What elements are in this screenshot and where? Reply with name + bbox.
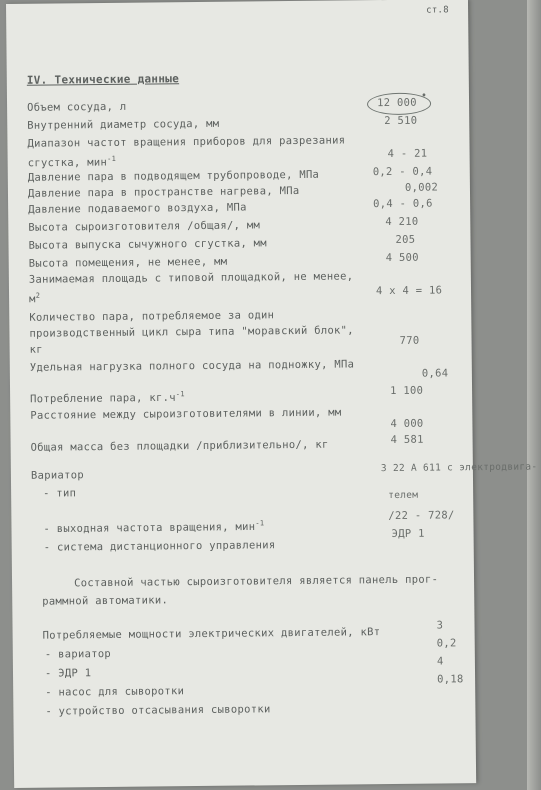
- spec-label: Высота помещения, не менее, мм: [28, 255, 228, 270]
- variator-remote-label: - система дистанционного управления: [43, 539, 276, 554]
- spec-value: 770: [399, 334, 420, 347]
- spec-label: Диапазон частот вращения приборов для разрезания сгустка, мин: [27, 134, 346, 170]
- superscript: -1: [255, 519, 265, 528]
- variator-type-label: - тип: [43, 487, 77, 500]
- spec-label-multiline: [30, 404, 365, 424]
- variator-remote-value: ЭДР 1: [391, 527, 425, 540]
- spec-value: 2 510: [384, 114, 418, 128]
- paragraph-line: Составной частью сыроизготовителя является панель прог-: [74, 573, 439, 590]
- spec-label: Общая масса без площадки /приблизительно/, кг: [30, 438, 329, 454]
- variator-type-value-cont: телем: [388, 489, 419, 502]
- variator-output-label: - выходная частота вращения, мин: [43, 520, 256, 536]
- variator-output-row: [43, 519, 264, 535]
- power-item-label: - вариатор: [44, 647, 112, 661]
- spec-value: 0,2 - 0,4: [372, 165, 433, 179]
- spec-value: 0,64: [421, 367, 449, 380]
- spec-value: 4 - 21: [387, 147, 428, 161]
- spec-value: 0,002: [404, 181, 439, 194]
- spec-label: Высота сыроизготовителя /общая/, мм: [28, 219, 261, 234]
- power-item-value: 3: [436, 619, 444, 632]
- variator-label: Вариатор: [30, 469, 84, 482]
- spec-value: 4 581: [390, 433, 424, 446]
- document-page: [6, 0, 538, 788]
- power-item-label: - насос для сыворотки: [45, 685, 185, 699]
- variator-type-value: 3 22 A 611 с электродвига-: [380, 461, 538, 475]
- power-item-label: - устройство отсасывания сыворотки: [45, 703, 271, 718]
- section-title: IV. Технические данные: [26, 72, 180, 87]
- spec-value: 4 500: [385, 251, 419, 265]
- spec-label: Объем сосуда, л: [27, 100, 127, 114]
- spec-label-row: [30, 390, 185, 405]
- paragraph-line: раммной автоматики.: [42, 594, 169, 608]
- spec-label: Потребление пара, кг.ч: [30, 391, 176, 406]
- spec-value: 4 000: [390, 417, 424, 430]
- power-title: Потребляемые мощности электрических двигателей, кВт: [42, 626, 381, 642]
- spec-label: Давление пара в пространстве нагрева, МПа: [27, 184, 300, 200]
- spec-label: Давление пара в подводящем трубопроводе, МПа: [27, 168, 320, 184]
- spec-label: Удельная нагрузка полного сосуда на подножку, МПа: [29, 358, 355, 374]
- spec-label: Внутренний диаметр сосуда, мм: [27, 117, 220, 132]
- superscript: -1: [107, 154, 117, 163]
- value-circle-mark: [367, 90, 431, 116]
- spec-label-multiline: [27, 132, 347, 171]
- spec-label: Занимаемая площадь с типовой площадкой, не менее, м: [28, 270, 354, 306]
- spec-value: 12 000: [376, 96, 417, 110]
- spec-label: Расстояние между сыроизготовителями в линии, мм: [30, 406, 342, 422]
- superscript: -1: [175, 390, 185, 399]
- spec-value: 205: [395, 233, 416, 246]
- superscript: 2: [35, 291, 41, 300]
- spec-label-multiline: [29, 306, 359, 357]
- power-item-value: 0,2: [436, 637, 457, 650]
- spec-label-multiline: [29, 268, 359, 307]
- spec-label: Давление подаваемого воздуха, МПа: [28, 201, 247, 216]
- power-item-value: 4: [436, 655, 444, 668]
- page-number: ст.8: [426, 5, 450, 16]
- spec-label: Количество пара, потребляемое за один производственный цикл сыра типа "моравский блок", кг: [29, 309, 354, 356]
- spec-value: 1 100: [390, 384, 424, 397]
- spec-label-multiline: [30, 356, 365, 376]
- spec-value: 4 x 4 = 16: [375, 284, 443, 298]
- circle-dot: •: [420, 90, 428, 102]
- spec-value: 0,4 - 0,6: [373, 197, 433, 211]
- spec-label: Высота выпуска сычужного сгустка, мм: [28, 237, 267, 252]
- spec-value: 4 210: [385, 215, 419, 229]
- power-item-value: 0,18: [437, 673, 464, 686]
- variator-output-value: /22 - 728/: [388, 509, 455, 523]
- power-item-label: - ЭДР 1: [44, 667, 92, 680]
- page-edge-shadow: [527, 0, 541, 790]
